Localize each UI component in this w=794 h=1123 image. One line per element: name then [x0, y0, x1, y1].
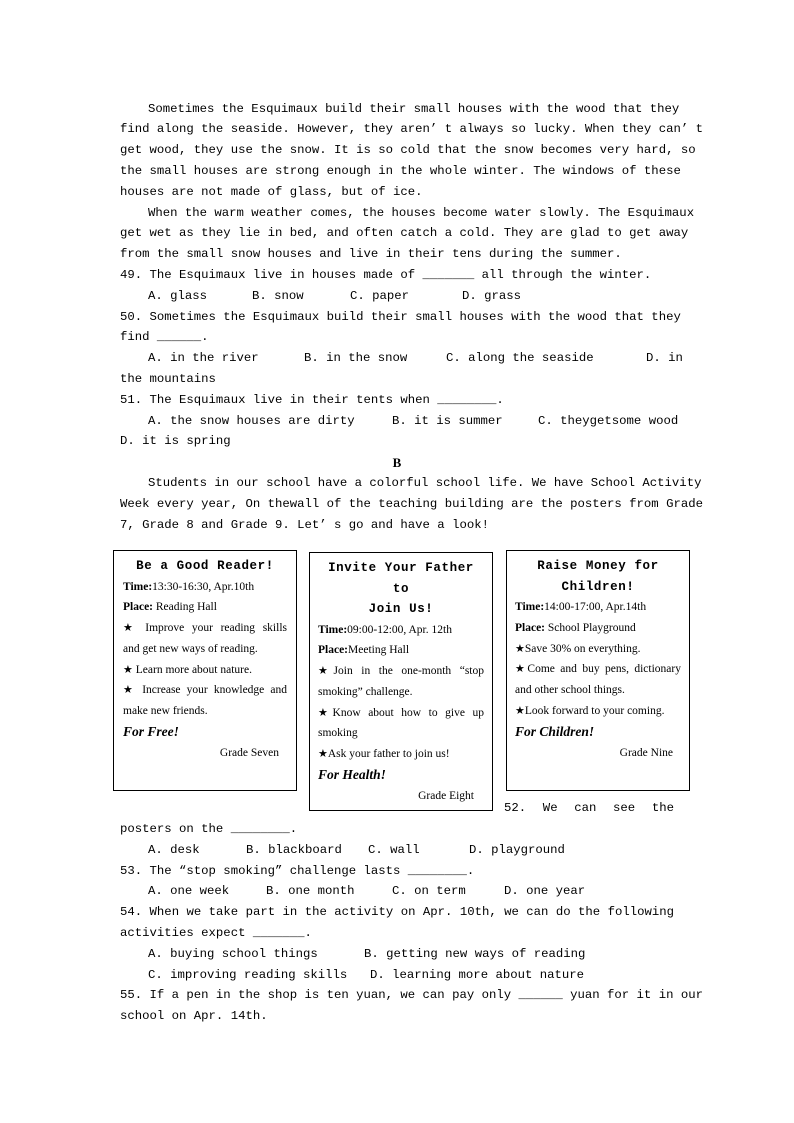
poster-title: Invite Your Father	[328, 561, 474, 575]
bullet-text: Increase your knowledge and	[142, 684, 287, 697]
option-d[interactable]: D. one year	[504, 884, 586, 898]
poster-bullet	[318, 744, 484, 765]
poster-bullet-cont: smoking	[318, 727, 358, 740]
question-55-stem: school on Apr. 14th.	[120, 1009, 268, 1023]
place-value: Reading Hall	[155, 601, 217, 614]
star-icon: ★	[318, 748, 328, 761]
poster-title: to	[392, 581, 410, 596]
time-label: Time:	[123, 580, 153, 593]
poster-time	[318, 620, 484, 641]
bullet-text: Ask your father to join us!	[327, 748, 450, 761]
passage-a-para1-line: the small houses are strong enough in the whole winter. The windows of these	[120, 164, 681, 178]
star-icon: ★	[515, 663, 528, 676]
star-icon: ★	[515, 642, 525, 655]
poster-place	[515, 618, 681, 639]
passage-a-para2-line: from the small snow houses and live in their tens during the summer.	[120, 247, 622, 261]
poster-bullet	[318, 703, 484, 724]
star-icon: ★	[123, 622, 138, 635]
question-53-stem: 53. The “stop smoking” challenge lasts ________.	[120, 864, 475, 878]
question-52-options	[120, 840, 674, 861]
star-icon: ★	[318, 665, 334, 678]
option-c[interactable]: C. wall	[368, 843, 420, 857]
question-54-options-row1	[120, 944, 674, 965]
option-c[interactable]: C. theygetsome wood	[538, 414, 679, 428]
time-label: Time:	[318, 623, 348, 636]
option-a[interactable]: A. desk	[148, 843, 200, 857]
question-49-stem: 49. The Esquimaux live in houses made of _______ all through the winter.	[120, 268, 652, 282]
time-label: Time:	[515, 601, 545, 613]
bullet-text: Come and buy pens, dictionary	[527, 663, 681, 676]
time-value: 09:00-12:00, Apr. 12th	[347, 623, 452, 636]
section-b-intro-line: 7, Grade 8 and Grade 9. Let’ s go and have a look!	[120, 518, 489, 532]
option-b[interactable]: B. blackboard	[246, 843, 342, 857]
option-a[interactable]: A. one week	[148, 884, 230, 898]
poster-grade-nine	[506, 550, 690, 791]
bullet-text: Look forward to your coming.	[524, 704, 665, 717]
question-53-options	[120, 881, 674, 902]
passage-a-para1-line: Sometimes the Esquimaux build their small houses with the wood that they	[148, 102, 680, 116]
poster-title: Children!	[561, 579, 635, 594]
option-c[interactable]: C. paper	[350, 289, 410, 303]
passage-a-para2-line: get wet as they lie in bed, and often catch a cold. They are glad to get away	[120, 226, 689, 240]
place-label: Place:	[318, 644, 349, 657]
option-a[interactable]: A. glass	[148, 289, 208, 303]
section-b-heading: B	[392, 455, 402, 470]
option-d[interactable]: D. learning more about nature	[370, 968, 585, 982]
passage-a-para1-line: houses are not made of glass, but of ice.	[120, 185, 423, 199]
star-icon: ★	[515, 704, 525, 717]
poster-bullet	[123, 660, 287, 681]
question-51-stem: 51. The Esquimaux live in their tents when ________.	[120, 393, 504, 407]
question-51-options	[120, 411, 679, 432]
question-50-stem: find ______.	[120, 330, 209, 344]
poster-bullet	[515, 659, 681, 680]
question-54-stem: activities expect _______.	[120, 926, 312, 940]
poster-time	[123, 577, 287, 598]
bullet-text: Improve your reading skills	[145, 622, 287, 635]
poster-grade: Grade Seven	[219, 746, 279, 759]
option-c[interactable]: C. along the seaside	[446, 351, 594, 365]
option-b[interactable]: B. getting new ways of reading	[364, 947, 586, 961]
passage-a-para1-line: find along the seaside. However, they aren’ t always so lucky. When they can’ t	[120, 122, 703, 136]
poster-bullet	[123, 618, 287, 639]
option-b[interactable]: B. snow	[252, 289, 304, 303]
poster-bullet-cont: make new friends.	[123, 705, 208, 718]
passage-a-para1-line: get wood, they use the snow. It is so cold that the snow becomes very hard, so	[120, 143, 696, 157]
star-icon: ★	[123, 684, 137, 697]
question-50-option-d-wrap: the mountains	[120, 372, 216, 386]
place-value: School Playground	[547, 621, 636, 634]
poster-bullet	[318, 661, 484, 682]
question-52-stem: posters on the ________.	[120, 822, 298, 836]
poster-grade-seven	[113, 550, 297, 791]
star-icon: ★	[123, 663, 133, 676]
option-b[interactable]: B. one month	[266, 884, 355, 898]
option-d[interactable]: D. playground	[469, 843, 565, 857]
poster-title: Join Us!	[368, 602, 434, 616]
option-a[interactable]: A. buying school things	[148, 947, 318, 961]
poster-title: Raise Money for	[537, 559, 659, 573]
option-c[interactable]: C. improving reading skills	[148, 968, 348, 982]
poster-bullet	[123, 680, 287, 701]
option-d[interactable]: D. in	[646, 351, 683, 365]
option-d[interactable]: D. grass	[462, 289, 522, 303]
section-b-intro-line: Week every year, On thewall of the teaching building are the posters from Grade	[120, 497, 703, 511]
poster-title: Be a Good Reader!	[136, 559, 274, 573]
place-value: Meeting Hall	[348, 644, 410, 657]
poster-bullet-cont: and other school things.	[515, 684, 625, 697]
poster-bullet	[515, 639, 681, 660]
bullet-text: Join in the one-month “stop	[333, 665, 484, 678]
option-c[interactable]: C. on term	[392, 884, 466, 898]
place-label: Place:	[515, 621, 546, 634]
question-54-options-row2	[120, 965, 674, 986]
poster-slogan: For Health!	[318, 767, 386, 783]
bullet-text: Know about how to give up	[332, 706, 484, 719]
poster-slogan: For Free!	[123, 724, 179, 740]
question-50-options	[120, 348, 683, 369]
poster-grade: Grade Eight	[418, 789, 474, 802]
poster-place	[318, 640, 484, 661]
poster-time	[515, 597, 681, 618]
star-icon: ★	[318, 706, 333, 719]
option-a[interactable]: A. the snow houses are dirty	[148, 414, 355, 428]
poster-bullet-cont: smoking” challenge.	[318, 685, 413, 698]
option-b[interactable]: B. it is summer	[392, 414, 503, 428]
question-52-stem-start: 52. We can see the	[504, 801, 674, 815]
option-b[interactable]: B. in the snow	[304, 351, 408, 365]
passage-a-para2-line: When the warm weather comes, the houses become water slowly. The Esquimaux	[148, 206, 695, 220]
option-a[interactable]: A. in the river	[148, 351, 259, 365]
bullet-text: Learn more about nature.	[135, 663, 252, 676]
poster-grade-eight	[309, 552, 493, 811]
poster-bullet-cont: and get new ways of reading.	[123, 642, 258, 655]
question-50-stem: 50. Sometimes the Esquimaux build their small houses with the wood that they	[120, 310, 681, 324]
time-value: 13:30-16:30, Apr.10th	[152, 580, 255, 593]
poster-place	[123, 597, 287, 618]
poster-bullet	[515, 701, 681, 722]
question-54-stem: 54. When we take part in the activity on Apr. 10th, we can do the following	[120, 905, 674, 919]
question-55-stem: 55. If a pen in the shop is ten yuan, we can pay only ______ yuan for it in our	[120, 988, 703, 1002]
poster-slogan: For Children!	[515, 723, 595, 739]
bullet-text: Save 30% on everything.	[524, 642, 641, 655]
question-49-options	[120, 286, 674, 307]
time-value: 14:00-17:00, Apr.14th	[544, 601, 647, 613]
poster-grade: Grade Nine	[619, 746, 673, 759]
section-b-intro-line: Students in our school have a colorful school life. We have School Activity	[148, 476, 702, 490]
question-51-option-d[interactable]: D. it is spring	[120, 434, 231, 448]
place-label: Place:	[123, 601, 154, 614]
